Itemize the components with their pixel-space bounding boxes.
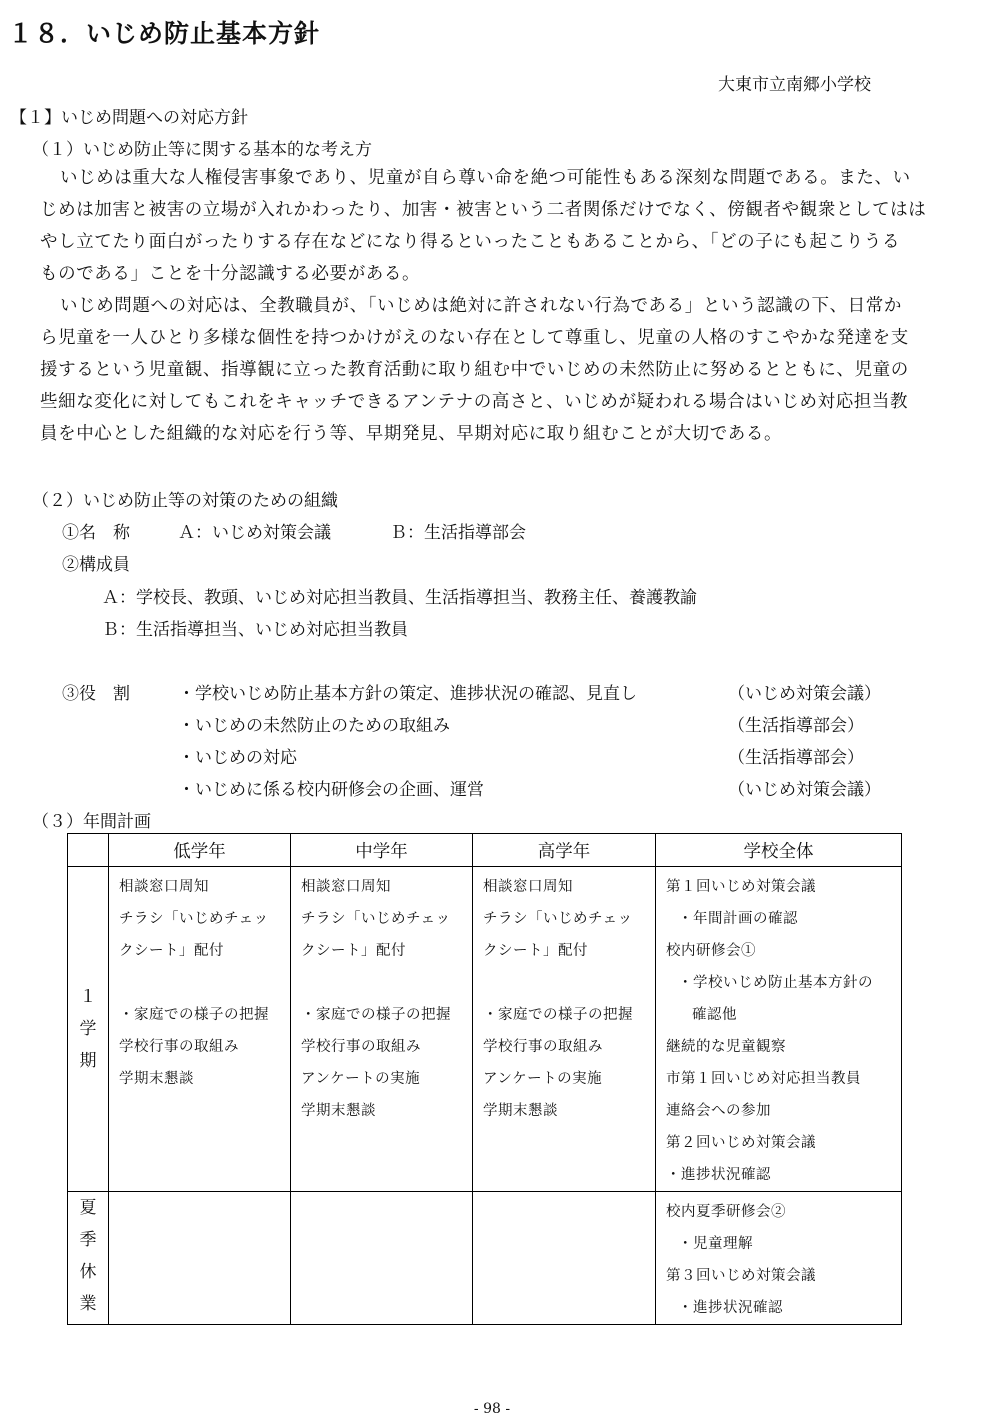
cell-line: ・児童理解 — [678, 1236, 753, 1252]
role-task: ・いじめの未然防止のための取組み — [178, 716, 450, 736]
table-cell-low — [109, 867, 291, 1192]
role-body: （生活指導部会） — [728, 748, 864, 768]
cell-line: 継続的な児童観察 — [666, 1039, 786, 1055]
school-name: 大東市立南郷小学校 — [718, 75, 871, 95]
cell-line: 学校行事の取組み — [119, 1039, 239, 1055]
paragraph-line: いじめは重大な人権侵害事象であり、児童が自ら尊い命を絶つ可能性もある深刻な問題である。また、い — [60, 168, 911, 188]
cell-line: チラシ「いじめチェッ — [483, 911, 633, 927]
cell-line — [301, 967, 472, 999]
term-char: 業 — [79, 1294, 97, 1314]
table-header-cell: 低学年 — [109, 834, 291, 867]
section-heading: 【１】いじめ問題への対応方針 — [10, 108, 248, 128]
table-row — [68, 867, 902, 1192]
subsection-heading-3: （３）年間計画 — [32, 812, 151, 832]
table-row — [68, 1192, 902, 1325]
cell-line: 学期末懇談 — [483, 1103, 558, 1119]
role-body: （いじめ対策会議） — [728, 684, 881, 704]
term-char: 休 — [79, 1262, 97, 1282]
annual-plan-table — [67, 833, 902, 1325]
paragraph-line: じめは加害と被害の立場が入れかわったり、加害・被害という二者関係だけでなく、傍観者や観衆としてはは — [40, 200, 927, 220]
org-roles-label: ③役 割 — [62, 684, 130, 704]
cell-line: チラシ「いじめチェッ — [301, 911, 451, 927]
table-cell-all — [656, 1192, 902, 1325]
cell-line: 確認他 — [692, 1007, 737, 1023]
cell-line: アンケートの実施 — [483, 1071, 603, 1087]
cell-line: ・年間計画の確認 — [678, 911, 798, 927]
role-task: ・いじめの対応 — [178, 748, 297, 768]
cell-line: 学校行事の取組み — [301, 1039, 421, 1055]
paragraph-line: やし立てたり面白がったりする存在などになり得るといったこともあることから、「どの子にも起こりうる — [40, 232, 901, 252]
table-cell-mid — [291, 867, 473, 1192]
term-cell — [68, 867, 109, 1192]
cell-line — [483, 967, 655, 999]
cell-line: 相談窓口周知 — [119, 879, 209, 895]
table-header-cell — [68, 834, 109, 867]
cell-line: ・学校いじめ防止基本方針の — [678, 975, 873, 991]
org-members-b: Ｂ：生活指導担当、いじめ対応担当教員 — [102, 620, 408, 640]
org-members-a: Ａ：学校長、教頭、いじめ対応担当教員、生活指導担当、教務主任、養護教諭 — [102, 588, 697, 608]
paragraph-line: いじめ問題への対応は、全教職員が、「いじめは絶対に許されない行為である」という認識の下、日常か — [60, 296, 902, 316]
cell-line: 学期末懇談 — [301, 1103, 376, 1119]
term-char: 季 — [79, 1230, 97, 1250]
page-number: - 98 - — [473, 1401, 511, 1417]
paragraph-line: 些細な変化に対してもこれをキャッチできるアンテナの高さと、いじめが疑われる場合はいじめ対応担当教 — [40, 392, 909, 412]
subsection-heading-1: （１）いじめ防止等に関する基本的な考え方 — [32, 140, 372, 160]
paragraph-line: 援するという児童観、指導観に立った教育活動に取り組む中でいじめの未然防止に努めるとともに、児童の — [40, 360, 909, 380]
role-body: （生活指導部会） — [728, 716, 864, 736]
term-char: 学 — [79, 1019, 97, 1039]
cell-line: チラシ「いじめチェッ — [119, 911, 269, 927]
cell-line — [119, 967, 290, 999]
cell-line: 第３回いじめ対策会議 — [666, 1268, 816, 1284]
subsection-heading-2: （２）いじめ防止等の対策のための組織 — [32, 491, 338, 511]
table-header-cell: 高学年 — [473, 834, 656, 867]
table-header-cell: 学校全体 — [656, 834, 902, 867]
paragraph-response — [40, 290, 966, 450]
org-name-a: Ａ：いじめ対策会議 — [178, 523, 331, 543]
cell-line: 校内夏季研修会② — [666, 1204, 786, 1220]
term-cell — [68, 1192, 109, 1325]
cell-line: クシート」配付 — [483, 943, 588, 959]
paragraph-line: ら児童を一人ひとり多様な個性を持つかけがえのない存在として尊重し、児童の人格のすこやかな発達を支 — [40, 328, 909, 348]
table-cell-high — [473, 1192, 656, 1325]
table-header-row — [68, 834, 902, 867]
org-name-b: Ｂ：生活指導部会 — [390, 523, 526, 543]
cell-line: 学校行事の取組み — [483, 1039, 603, 1055]
cell-line: クシート」配付 — [301, 943, 406, 959]
role-body: （いじめ対策会議） — [728, 780, 881, 800]
table-cell-low — [109, 1192, 291, 1325]
paragraph-line: ものである」ことを十分認識する必要がある。 — [40, 264, 421, 284]
cell-line: ・家庭での様子の把握 — [301, 1007, 451, 1023]
org-name-label: ①名 称 — [62, 523, 130, 543]
table-cell-high — [473, 867, 656, 1192]
org-members-label: ②構成員 — [62, 555, 130, 575]
cell-line: 学期末懇談 — [119, 1071, 194, 1087]
cell-line: ・家庭での様子の把握 — [119, 1007, 269, 1023]
page-title: １８．いじめ防止基本方針 — [8, 19, 321, 48]
cell-line: 校内研修会① — [666, 943, 756, 959]
table-header-cell: 中学年 — [291, 834, 473, 867]
paragraph-line: 員を中心とした組織的な対応を行う等、早期発見、早期対応に取り組むことが大切である。 — [40, 424, 783, 444]
paragraph-basic-concept — [40, 162, 966, 290]
cell-line: 連絡会への参加 — [666, 1103, 771, 1119]
cell-line: 相談窓口周知 — [301, 879, 391, 895]
cell-line: 第１回いじめ対策会議 — [666, 879, 816, 895]
cell-line: アンケートの実施 — [301, 1071, 421, 1087]
cell-line: ・進捗状況確認 — [666, 1167, 771, 1183]
term-char: 夏 — [79, 1198, 97, 1218]
role-task: ・いじめに係る校内研修会の企画、運営 — [178, 780, 484, 800]
cell-line: ・進捗状況確認 — [678, 1300, 783, 1316]
table-cell-mid — [291, 1192, 473, 1325]
term-char: 期 — [79, 1051, 97, 1071]
cell-line: クシート」配付 — [119, 943, 224, 959]
term-char: １ — [79, 987, 97, 1007]
cell-line: 第２回いじめ対策会議 — [666, 1135, 816, 1151]
cell-line: 市第１回いじめ対応担当教員 — [666, 1071, 861, 1087]
role-task: ・学校いじめ防止基本方針の策定、進捗状況の確認、見直し — [178, 684, 637, 704]
cell-line: ・家庭での様子の把握 — [483, 1007, 633, 1023]
table-cell-all — [656, 867, 902, 1192]
cell-line: 相談窓口周知 — [483, 879, 573, 895]
